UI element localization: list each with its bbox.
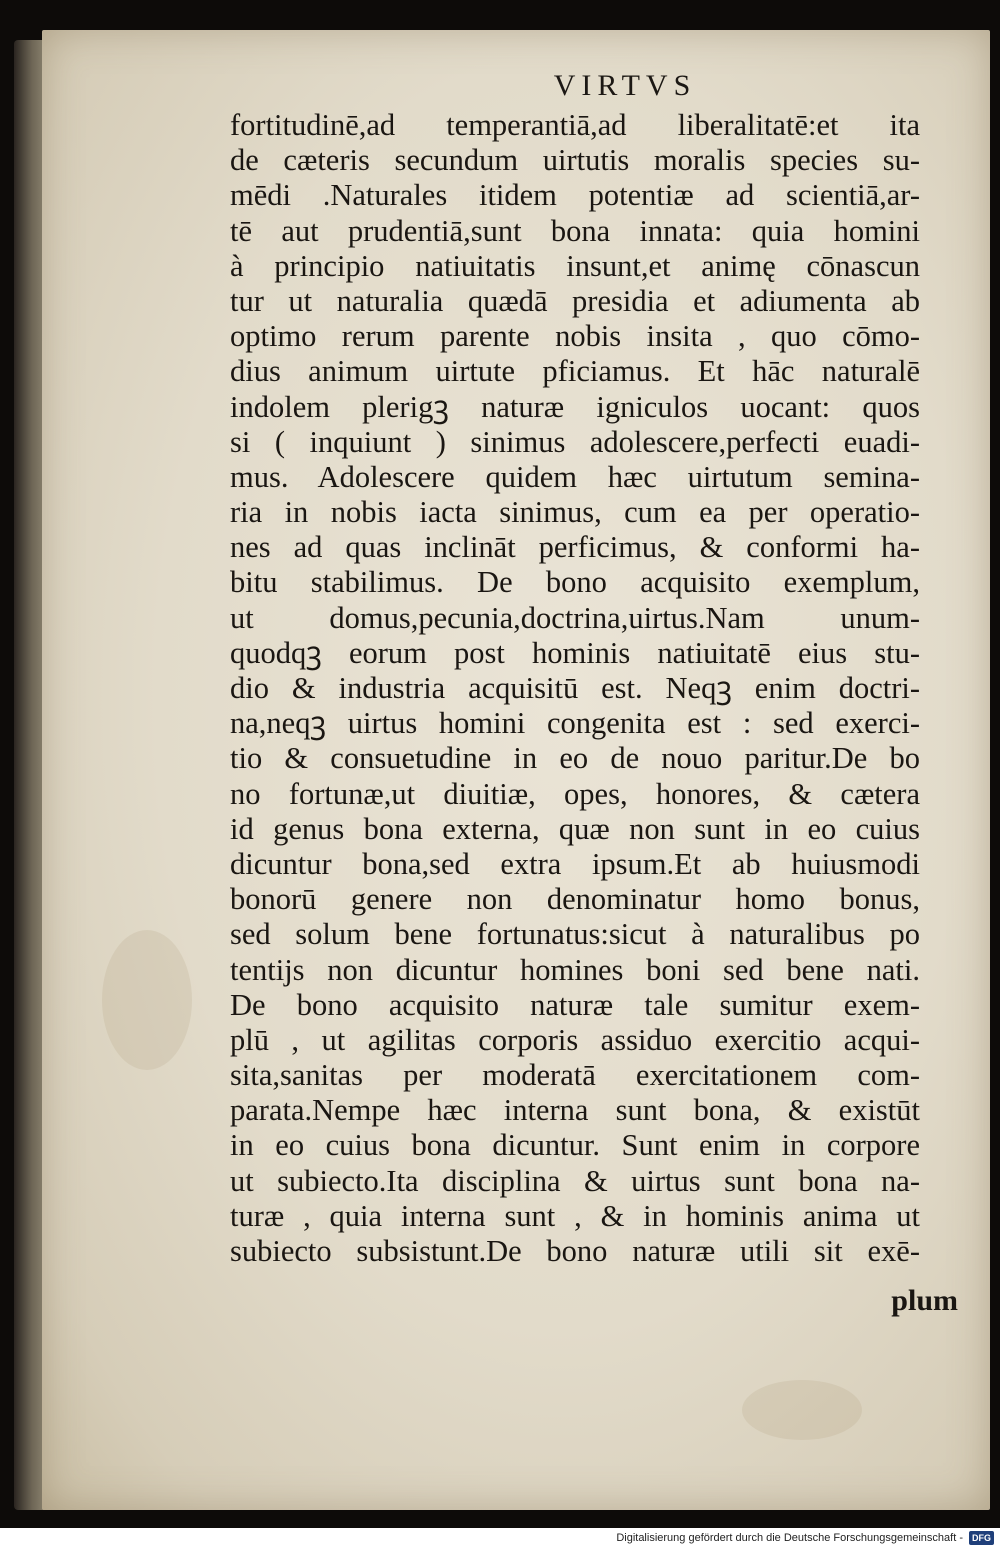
text-line: de cæteris secundum uirtutis moralis species su- (230, 143, 920, 178)
text-line: quodqꝫ eorum post hominis natiuitatē eius stu- (230, 635, 920, 670)
text-line: bitu stabilimus. De bono acquisito exemplum, (230, 565, 920, 600)
text-line: De bono acquisito naturæ tale sumitur exem- (230, 987, 920, 1022)
text-line: no fortunæ,ut diuitiæ, opes, honores, & cætera (230, 776, 920, 811)
text-line: tio & consuetudine in eo de nouo paritur.De bo (230, 741, 920, 776)
text-line: plū , ut agilitas corporis assiduo exercitio acqui- (230, 1022, 920, 1057)
text-line: tur ut naturalia quædā presidia et adiumenta ab (230, 283, 920, 318)
text-line: à principio natiuitatis insunt,et animę cōnascun (230, 248, 920, 283)
text-line: mus. Adolescere quidem hæc uirtutum semina- (230, 459, 920, 494)
text-line: ut subiecto.Ita disciplina & uirtus sunt bona na- (230, 1163, 920, 1198)
text-line: turæ , quia interna sunt , & in hominis anima ut (230, 1198, 920, 1233)
text-line: nes ad quas inclināt perficimus, & conformi ha- (230, 530, 920, 565)
text-line: sed solum bene fortunatus:sicut à naturalibus po (230, 917, 920, 952)
dfg-logo: DFG (969, 1531, 994, 1545)
text-line: subiecto subsistunt.De bono naturæ utili sit exē- (230, 1234, 920, 1268)
text-line: tē aut prudentiā,sunt bona innata: quia homini (230, 213, 920, 248)
text-line: in eo cuius bona dicuntur. Sunt enim in corpore (230, 1128, 920, 1163)
text-line: sita,sanitas per moderatā exercitationem com- (230, 1058, 920, 1093)
text-line: bonorū genere non denominatur homo bonus, (230, 882, 920, 917)
body-text (230, 108, 920, 1269)
text-line: parata.Nempe hæc interna sunt bona, & existūt (230, 1093, 920, 1128)
text-line: mēdi .Naturales itidem potentiæ ad scientiā,ar- (230, 178, 920, 213)
text-line: na,neqꝫ uirtus homini congenita est : sed exerci- (230, 706, 920, 741)
text-line: si ( inquiunt ) sinimus adolescere,perfecti euadi- (230, 424, 920, 459)
paper-stain (102, 930, 192, 1070)
running-header: VIRTVS (553, 69, 697, 102)
text-line: indolem plerigꝫ naturæ igniculos uocant: quos (230, 389, 920, 424)
text-line: ut domus,pecunia,doctrina,uirtus.Nam unum- (230, 600, 920, 635)
text-line: optimo rerum parente nobis insita , quo cōmo- (230, 319, 920, 354)
funding-note: Digitalisierung gefördert durch die Deutsche Forschungsgemeinschaft - (616, 1532, 963, 1544)
text-line: ria in nobis iacta sinimus, cum ea per operatio- (230, 495, 920, 530)
text-line: fortitudinē,ad temperantiā,ad liberalitatē:et ita (230, 108, 920, 142)
text-line: id genus bona externa, quæ non sunt in eo cuius (230, 811, 920, 846)
footer-bar (0, 1528, 1000, 1549)
paper-stain (742, 1380, 862, 1440)
text-line: dio & industria acquisitū est. Neqꝫ enim doctri- (230, 671, 920, 705)
text-line: tentijs non dicuntur homines boni sed bene nati. (230, 952, 920, 987)
catchword: plum (891, 1284, 958, 1317)
text-line: dicuntur bona,sed extra ipsum.Et ab huiusmodi (230, 846, 920, 881)
text-line: dius animum uirtute pficiamus. Et hāc naturalē (230, 354, 920, 389)
